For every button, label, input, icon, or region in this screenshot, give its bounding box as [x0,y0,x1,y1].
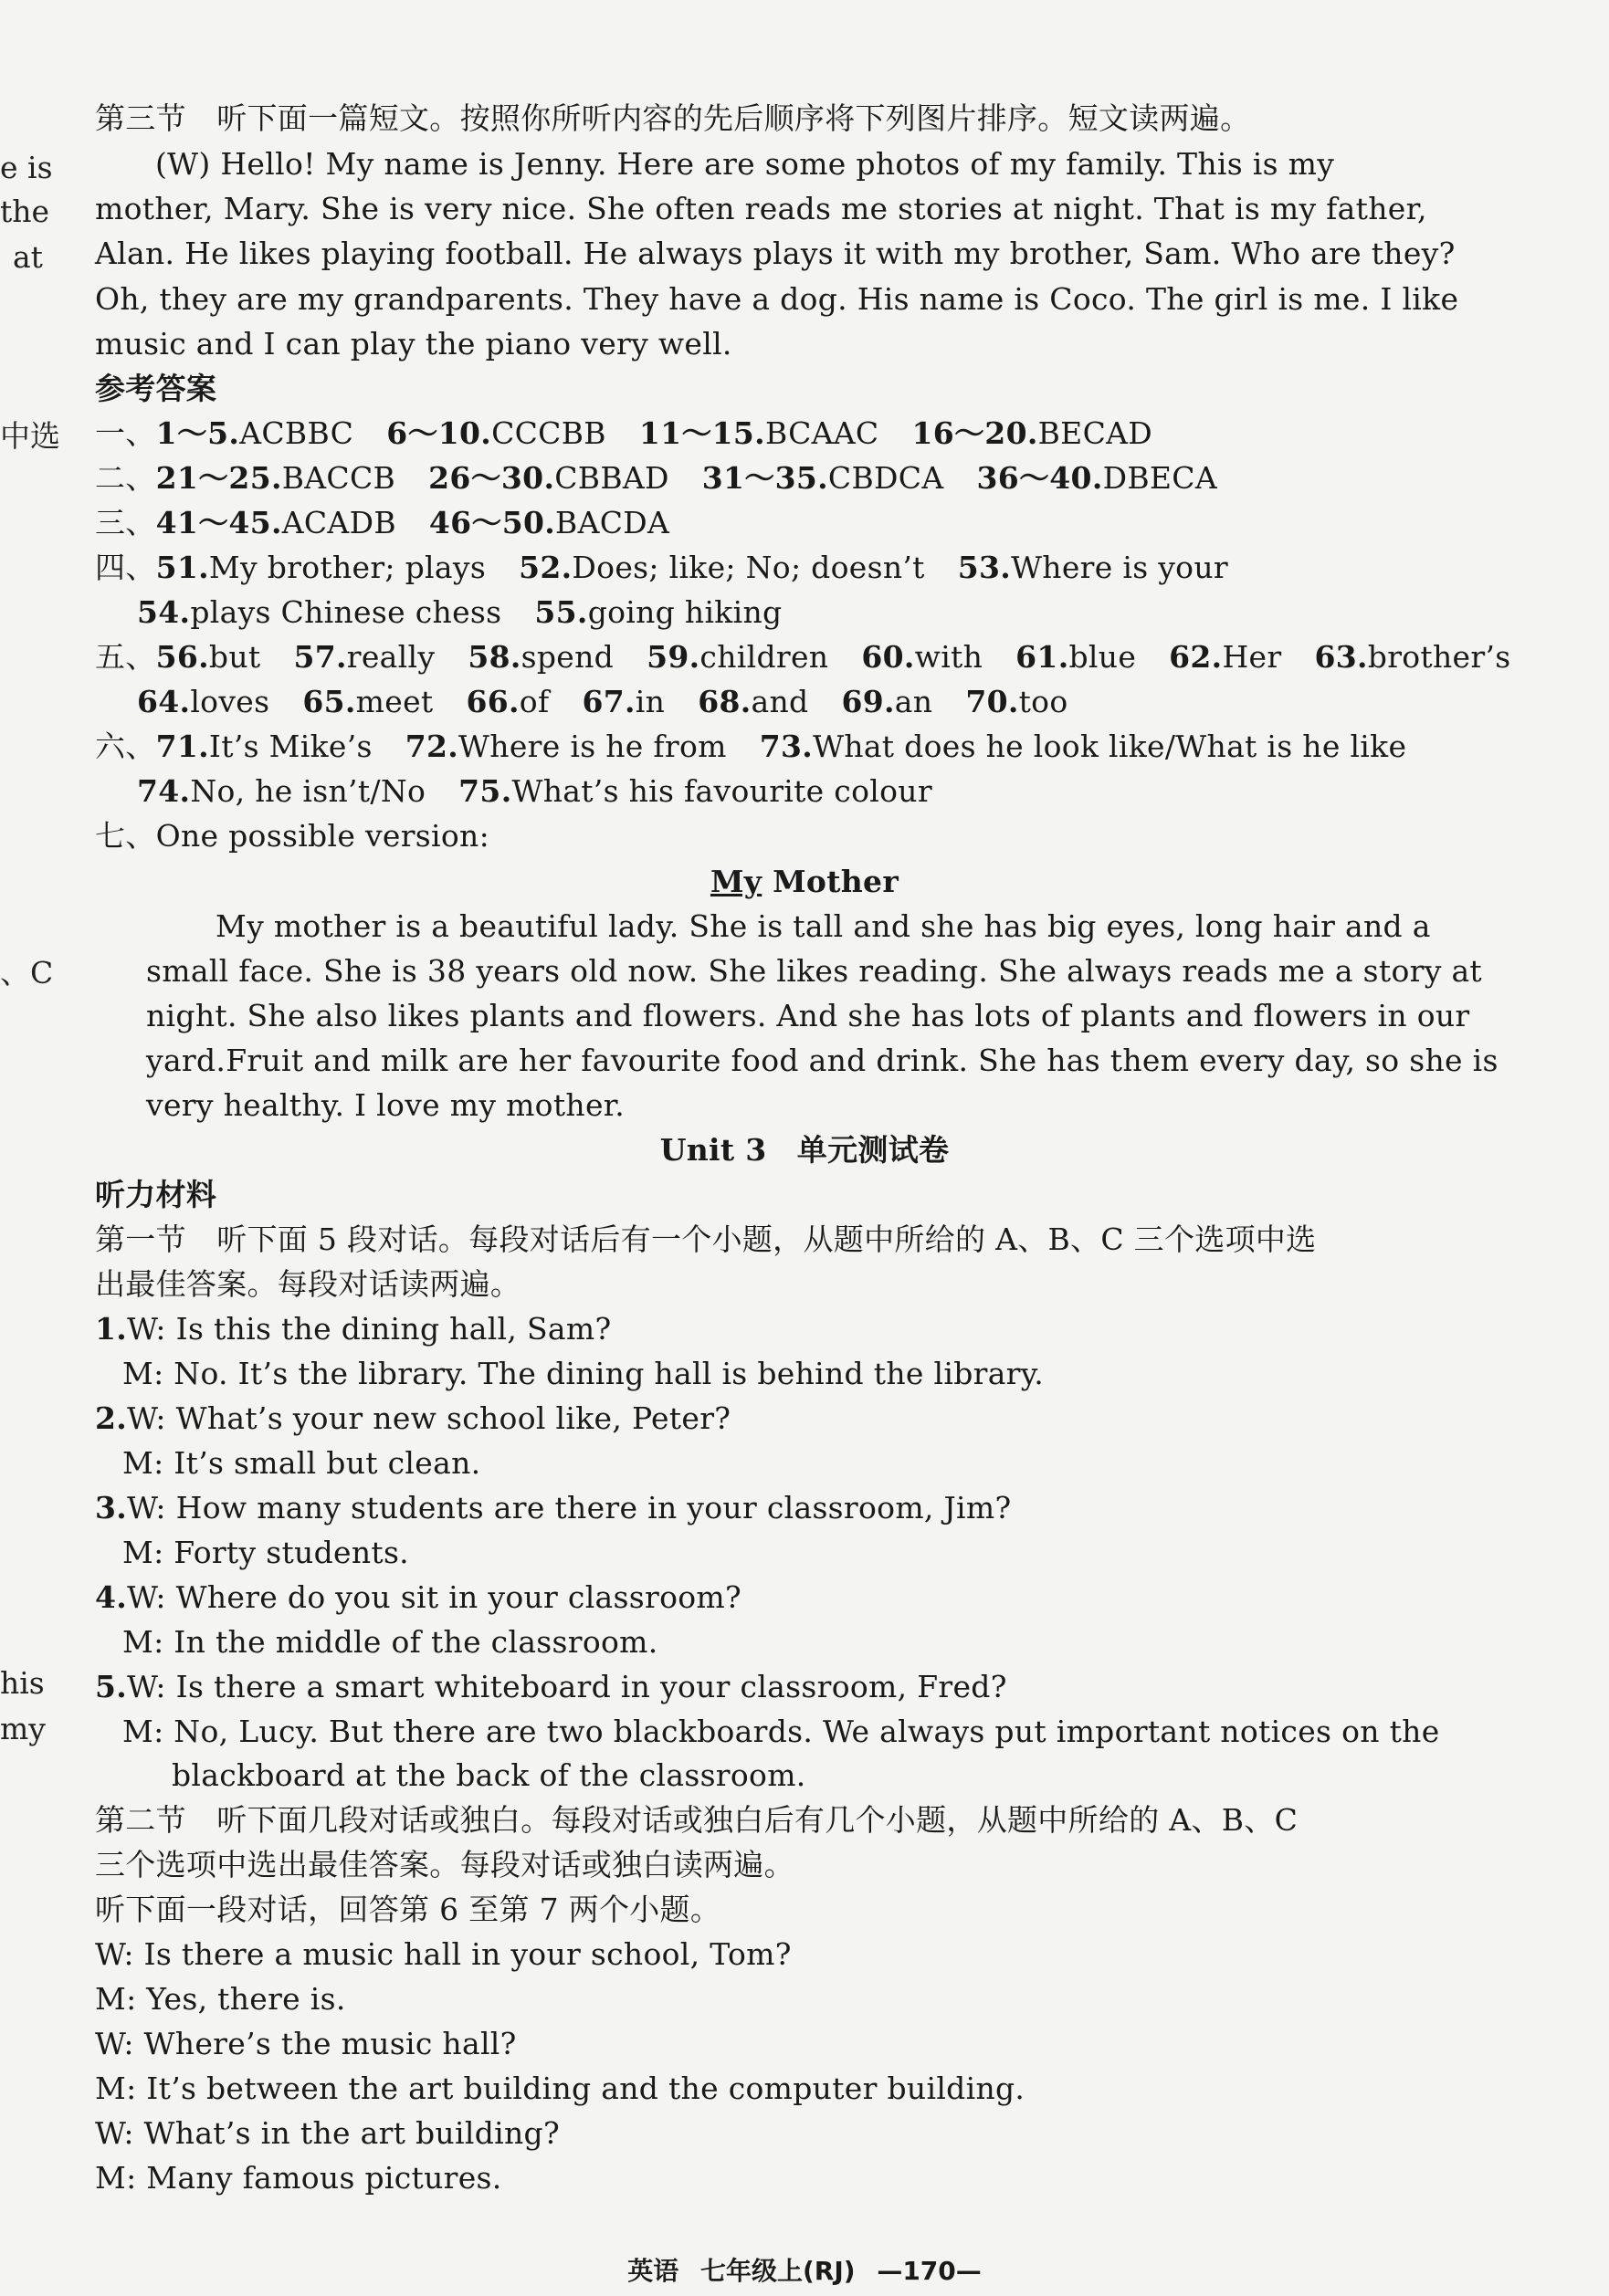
answer-text: going hiking [587,594,783,630]
question-number: 1. [95,1311,128,1347]
answer-row [95,503,702,543]
answer-item [386,415,606,451]
dialogue-line: W: Is there a music hall in your school, Tom? [95,1936,792,1972]
answer-number: 64. [137,684,191,719]
answer-item [156,550,486,585]
answer-number: 1～5. [155,415,240,451]
answer-text: My brother; plays [208,550,487,585]
answer-number: 71. [155,729,209,764]
answer-number: 11～15. [638,415,765,451]
question-number: 4. [95,1579,128,1615]
answer-number: 73. [759,729,814,764]
answer-number: 21～25. [155,460,282,496]
dialogue-line [95,1667,1007,1707]
margin-fragment: his [0,1665,45,1701]
answer-text: of [519,684,550,719]
footer-subject: 英语 [627,2256,679,2286]
answer-item [466,684,549,719]
passage-line: (W) Hello! My name is Jenny. Here are some photos of my family. This is my [155,146,1335,182]
answer-text: an [894,684,933,719]
answer-item [405,729,727,764]
essay-line: night. She also likes plants and flowers. And she has lots of plants and flowers in our [146,998,1470,1033]
answer-number: 6～10. [386,415,492,451]
answer-number: 46～50. [428,505,556,540]
woman-line: W: Is this the dining hall, Sam? [127,1311,612,1347]
q67-intro: 听下面一段对话，回答第 6 至第 7 两个小题。 [95,1892,721,1927]
answer-section-label: 五、 [95,639,156,675]
answer-number: 60. [861,639,915,675]
answer-text: What does he look like/What is he like [813,729,1407,764]
answer-number: 66. [466,684,520,719]
answer-item [1015,639,1136,675]
section2-heading: 第二节 听下面几段对话或独白。每段对话或独白后有几个小题，从题中所给的 A、B、C [95,1802,1299,1838]
answer-row [95,458,1250,498]
answer-text: but [208,639,261,675]
answer-item [958,550,1228,585]
answer-number: 65. [302,684,356,719]
answer-text: CCCBB [491,415,606,451]
dialogue-line: W: What’s in the art building? [95,2115,560,2151]
answer-section-label: 四、 [95,550,156,585]
woman-line: W: What’s your new school like, Peter? [127,1400,731,1436]
answer-item [760,729,1407,764]
dialogue-line [95,1578,741,1618]
man-line: M: It’s small but clean. [122,1445,481,1481]
answer-item [458,773,932,809]
answer-text: in [635,684,666,719]
answer-text: BECAD [1037,415,1153,451]
passage-line: Oh, they are my grandparents. They have a dog. His name is Coco. The girl is me. I like [95,281,1459,317]
answer-number: 57. [293,639,347,675]
answer-item [156,729,373,764]
answer-number: 62. [1169,639,1223,675]
essay-line: small face. She is 38 years old now. She likes reading. She always reads me a story at [146,953,1482,989]
answer-text: What’s his favourite colour [511,773,932,809]
passage-line: music and I can play the piano very well. [95,326,732,362]
page-number: —170— [877,2256,982,2286]
man-line: M: No. It’s the library. The dining hall is behind the library. [122,1356,1045,1391]
answer-number: 59. [647,639,700,675]
question-number: 2. [95,1400,128,1436]
answer-text: BCAAC [764,415,879,451]
answer-number: 56. [155,639,209,675]
answer-row [95,414,1185,454]
answer-item [534,594,782,630]
answer-text: CBDCA [827,460,944,496]
answer-text: loves [190,684,270,719]
essay-title [0,862,1609,902]
dialogue-line: M: It’s between the art building and the computer building. [95,2071,1025,2106]
answer-text: too [1018,684,1068,719]
answer-number: 70. [965,684,1019,719]
dialogue-line: W: Where’s the music hall? [95,2026,517,2061]
answer-section-label: 二、 [95,460,156,496]
answer-text: No, he isn’t/No [190,773,426,809]
answer-number: 68. [698,684,752,719]
answer-row [137,682,1101,722]
answer-number: 31～35. [701,460,828,496]
dialogue-line [95,1488,1011,1528]
answer-text: really [346,639,436,675]
page-footer [0,2253,1609,2290]
answer-text: brother’s [1367,639,1511,675]
section2-heading: 三个选项中选出最佳答案。每段对话或独白读两遍。 [95,1847,794,1882]
man-line: M: In the middle of the classroom. [122,1624,658,1660]
answer-text: blue [1068,639,1137,675]
answer-text: ACBBC [239,415,354,451]
answers-heading: 参考答案 [95,371,217,406]
answer-text: meet [355,684,434,719]
passage-line: Alan. He likes playing football. He always plays it with my brother, Sam. Who are they? [95,236,1456,271]
answer-number: 74. [137,773,191,809]
answer-text: Where is he from [458,729,727,764]
answer-section-label: 三、 [95,505,156,540]
answer-text: It’s Mike’s [208,729,373,764]
answer-number: 52. [519,550,573,585]
answer-item [468,639,614,675]
answer-number: 41～45. [155,505,282,540]
answer-number: 55. [534,594,588,630]
answer-text: plays Chinese chess [190,594,502,630]
answer-number: 53. [957,550,1012,585]
answer-row [137,771,965,812]
answer-number: 61. [1015,639,1069,675]
footer-grade: 七年级上(RJ) [699,2256,856,2286]
answer-row [95,637,1543,677]
answer-item [302,684,433,719]
answer-item [429,505,669,540]
answer-section-label: 七、 [95,818,156,854]
answer-number: 51. [155,550,209,585]
answer-number: 16～20. [911,415,1038,451]
answer-text: Where is your [1011,550,1228,585]
answer-item [911,415,1152,451]
margin-fragment: my [0,1711,46,1746]
answer-text: with [914,639,983,675]
answer-item [1314,639,1510,675]
section1-heading: 出最佳答案。每段对话读两遍。 [95,1266,521,1302]
answer-item [582,684,665,719]
answer-item [965,684,1067,719]
passage-line: mother, Mary. She is very nice. She often reads me stories at night. That is my father, [95,191,1427,226]
answer-item [137,684,269,719]
answer-item [519,550,925,585]
answer-number: 54. [137,594,191,630]
answer-item [428,460,669,496]
essay-line: very healthy. I love my mother. [146,1087,626,1123]
listening-heading: 听力材料 [95,1177,217,1212]
answer-item [976,460,1217,496]
answer-row [95,816,522,856]
answer-item [1169,639,1281,675]
answer-item [137,773,426,809]
answer-item [639,415,879,451]
answer-item [698,684,808,719]
dialogue-line [95,1309,611,1349]
answer-row [95,548,1261,588]
margin-fragment: 、C [0,955,54,991]
margin-fragment: e is [0,150,53,185]
margin-fragment: 中选 [0,418,60,454]
answer-text: DBECA [1102,460,1217,496]
answer-number: 36～40. [976,460,1103,496]
answer-section-label: 一、 [95,415,156,451]
answer-text: One possible version: [155,818,490,854]
answer-number: 63. [1314,639,1368,675]
answer-number: 75. [458,773,512,809]
margin-fragment: the [0,194,50,229]
answer-item [156,639,261,675]
answer-text: children [699,639,829,675]
answer-section-label: 六、 [95,729,156,764]
answer-text: Her [1222,639,1282,675]
dialogue-line: M: Many famous pictures. [95,2160,502,2196]
dialogue-line: blackboard at the back of the classroom. [172,1757,806,1793]
answer-text: BACCB [281,460,396,496]
answer-item [137,594,501,630]
unit-title: Unit 3 单元测试卷 [659,1132,950,1168]
essay-line: My mother is a beautiful lady. She is tall and she has big eyes, long hair and a [216,908,1431,944]
essay-title-part1: My [710,864,762,899]
answer-number: 58. [468,639,521,675]
answer-row [137,592,815,633]
answer-number: 26～30. [428,460,555,496]
essay-line: yard.Fruit and milk are her favourite food and drink. She has them every day, so she is [146,1043,1499,1078]
answer-item [156,505,396,540]
answer-item [156,415,354,451]
answer-text: and [751,684,809,719]
answer-item [156,460,395,496]
question-number: 3. [95,1490,128,1525]
essay-title-part2: Mother [762,864,899,899]
answer-number: 72. [405,729,459,764]
answer-text: BACDA [555,505,670,540]
man-line: M: Forty students. [122,1535,409,1570]
woman-line: W: Where do you sit in your classroom? [127,1579,741,1615]
answer-text: spend [521,639,615,675]
answer-item [702,460,944,496]
section1-heading: 第一节 听下面 5 段对话。每段对话后有一个小题，从题中所给的 A、B、C 三个选项中选 [95,1221,1317,1257]
man-line: M: No, Lucy. But there are two blackboards. We always put important notices on the [122,1714,1440,1749]
answer-item [647,639,828,675]
answer-item [861,639,983,675]
woman-line: W: How many students are there in your classroom, Jim? [127,1490,1012,1525]
answer-number: 67. [582,684,636,719]
answer-item [293,639,435,675]
dialogue-line: M: Yes, there is. [95,1981,346,2017]
answer-row [95,727,1439,767]
answer-item [841,684,932,719]
answer-text: CBBAD [554,460,669,496]
answer-number: 69. [841,684,895,719]
margin-fragment: at [13,239,43,275]
dialogue-line [95,1399,731,1439]
answer-text: ACADB [281,505,396,540]
answer-text: Does; like; No; doesn’t [572,550,925,585]
woman-line: W: Is there a smart whiteboard in your classroom, Fred? [127,1669,1007,1704]
question-number: 5. [95,1669,128,1704]
section3-heading: 第三节 听下面一篇短文。按照你所听内容的先后顺序将下列图片排序。短文读两遍。 [95,100,1251,136]
answer-item [156,818,489,854]
